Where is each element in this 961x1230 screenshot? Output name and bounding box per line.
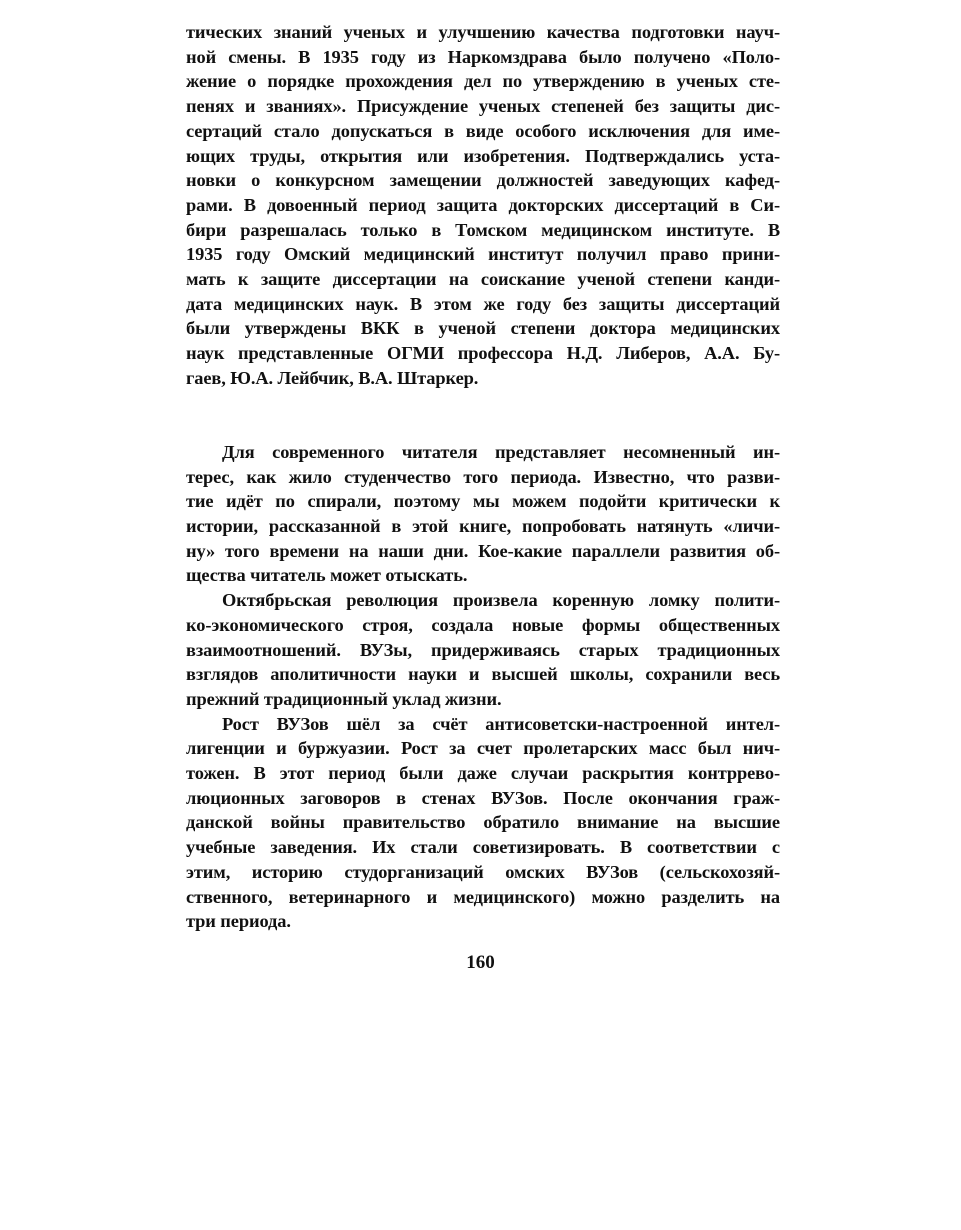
- page-number: 160: [466, 952, 495, 973]
- text-line: мать к защите диссертации на соискание ученой степени канди-: [186, 269, 780, 290]
- text-line: прежний традиционный уклад жизни.: [186, 688, 502, 709]
- text-line: новки о конкурсном замещении должностей заведующих кафед-: [186, 170, 780, 191]
- text-line: данской войны правительство обратило внимание на высшие: [186, 812, 780, 833]
- text-line: наук представленные ОГМИ профессора Н.Д. Либеров, А.А. Бу-: [186, 343, 780, 364]
- text-line: ной смены. В 1935 году из Наркомздрава было получено «Поло-: [186, 46, 780, 67]
- text-line: рами. В довоенный период защита докторских диссертаций в Си-: [186, 194, 780, 215]
- text-line: Для современного читателя представляет несомненный ин-: [222, 441, 780, 462]
- text-line: три периода.: [186, 911, 291, 932]
- paragraph: [186, 440, 780, 588]
- text-line: терес, как жило студенчество того периода. Известно, что разви-: [186, 466, 780, 487]
- paragraph-gap: [186, 391, 780, 416]
- text-line: взаимоотношений. ВУЗы, придерживаясь старых традиционных: [186, 639, 780, 660]
- text-line: дата медицинских наук. В этом же году без защиты диссертаций: [186, 293, 780, 314]
- text-line: истории, рассказанной в этой книге, попробовать натянуть «личи-: [186, 516, 780, 537]
- text-line: учебные заведения. Их стали советизировать. В соответствии с: [186, 837, 780, 858]
- text-line: щества читатель может отыскать.: [186, 565, 468, 586]
- text-line: тожен. В этот период были даже случаи раскрытия контррево-: [186, 763, 780, 784]
- text-line: ющих труды, открытия или изобретения. Подтверждались уста-: [186, 145, 780, 166]
- text-line: бири разрешалась только в Томском медицинском институте. В: [186, 219, 780, 240]
- text-line: жение о порядке прохождения дел по утверждению в ученых сте-: [186, 71, 780, 92]
- text-line: этим, историю студорганизаций омских ВУЗов (сельскохозяй-: [186, 861, 780, 882]
- paragraph-gap: [186, 415, 780, 440]
- text-line: лигенции и буржуазии. Рост за счет пролетарских масс был нич-: [186, 738, 780, 759]
- text-line: взглядов аполитичности науки и высшей школы, сохранили весь: [186, 664, 780, 685]
- text-line: были утверждены ВКК в ученой степени доктора медицинских: [186, 318, 780, 339]
- text-line: ко-экономического строя, создала новые формы общественных: [186, 614, 780, 635]
- text-line: Октябрьская революция произвела коренную ломку полити-: [222, 590, 780, 611]
- text-line: пенях и званиях». Присуждение ученых степеней без защиты дис-: [186, 96, 780, 117]
- text-line: тических знаний ученых и улучшению качества подготовки науч-: [186, 22, 780, 42]
- paragraph: [186, 712, 780, 934]
- paragraph: [186, 588, 780, 712]
- text-line: ну» того времени на наши дни. Кое-какие параллели развития об-: [186, 540, 780, 561]
- paragraph: [186, 20, 780, 391]
- text-line: тие идёт по спирали, поэтому мы можем подойти критически к: [186, 491, 780, 512]
- text-line: ственного, ветеринарного и медицинского) можно разделить на: [186, 886, 780, 907]
- text-line: гаев, Ю.А. Лейбчик, В.А. Штаркер.: [186, 367, 479, 388]
- text-line: люционных заговоров в стенах ВУЗов. После окончания граж-: [186, 787, 780, 808]
- text-line: 1935 году Омский медицинский институт получил право прини-: [186, 244, 780, 265]
- text-line: сертаций стало допускаться в виде особого исключения для име-: [186, 120, 780, 141]
- text-line: Рост ВУЗов шёл за счёт антисоветски-настроенной интел-: [222, 713, 780, 734]
- page-body: [186, 20, 780, 934]
